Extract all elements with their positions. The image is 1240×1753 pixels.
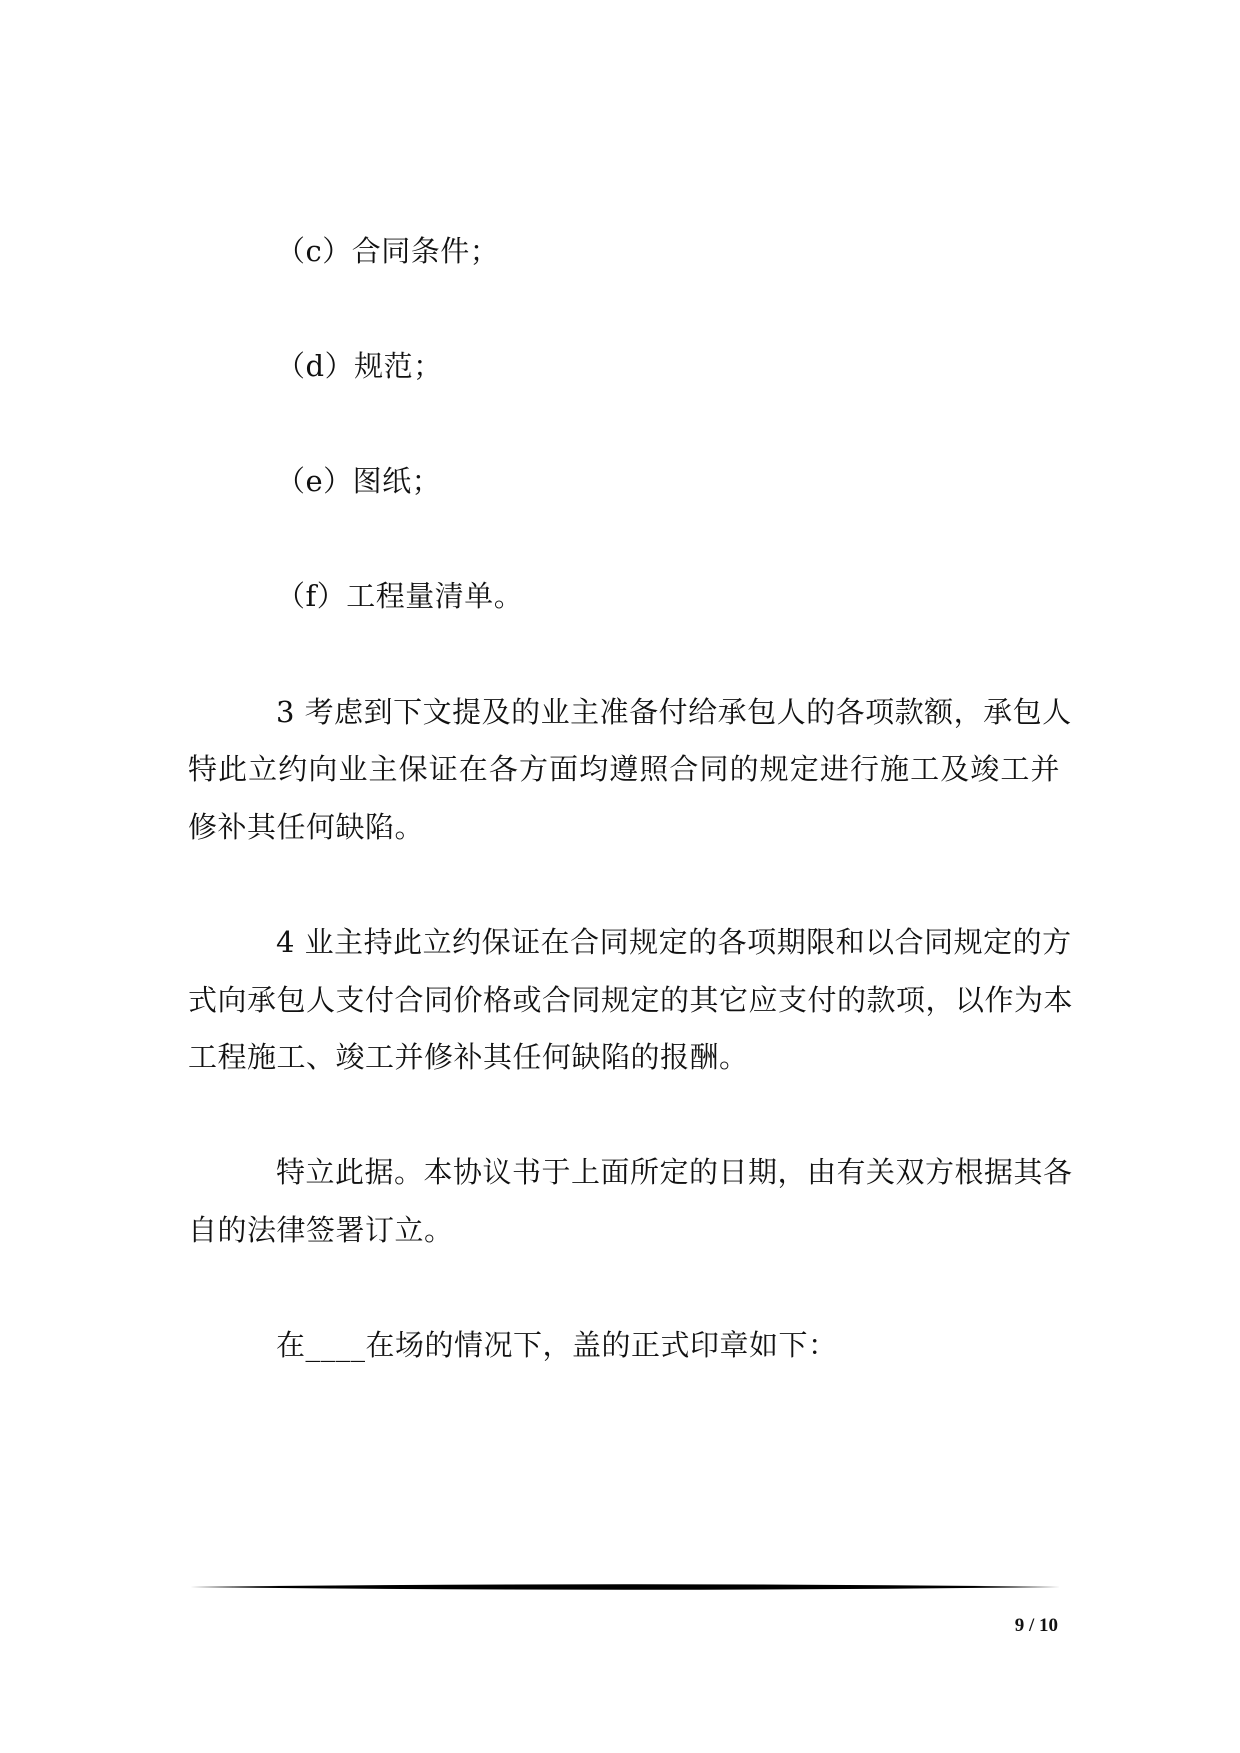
paragraph-line: 自的法律签署订立。 — [188, 1213, 454, 1247]
list-item-f: （f）工程量清单。 — [276, 579, 524, 613]
paragraph-line: 修补其任何缺陷。 — [188, 810, 425, 844]
footer-divider — [190, 1583, 1060, 1591]
paragraph-line: 特此立约向业主保证在各方面均遵照合同的规定进行施工及竣工并 — [188, 752, 1060, 786]
paragraph-line: 3 考虑到下文提及的业主准备付给承包人的各项款额，承包人 — [276, 695, 1072, 729]
list-item-d: （d）规范； — [276, 349, 443, 383]
paragraph-line: 4 业主持此立约保证在合同规定的各项期限和以合同规定的方 — [276, 925, 1072, 959]
paragraph-line: 在____在场的情况下，盖的正式印章如下： — [276, 1328, 838, 1362]
paragraph-line: 特立此据。本协议书于上面所定的日期，由有关双方根据其各 — [276, 1155, 1073, 1189]
paragraph-line: 式向承包人支付合同价格或合同规定的其它应支付的款项，以作为本 — [188, 983, 1074, 1017]
page-number: 9 / 10 — [1014, 1615, 1058, 1636]
list-item-c: （c）合同条件； — [276, 234, 500, 268]
list-item-e: （e）图纸； — [276, 464, 442, 498]
paragraph-line: 工程施工、竣工并修补其任何缺陷的报酬。 — [188, 1040, 749, 1074]
